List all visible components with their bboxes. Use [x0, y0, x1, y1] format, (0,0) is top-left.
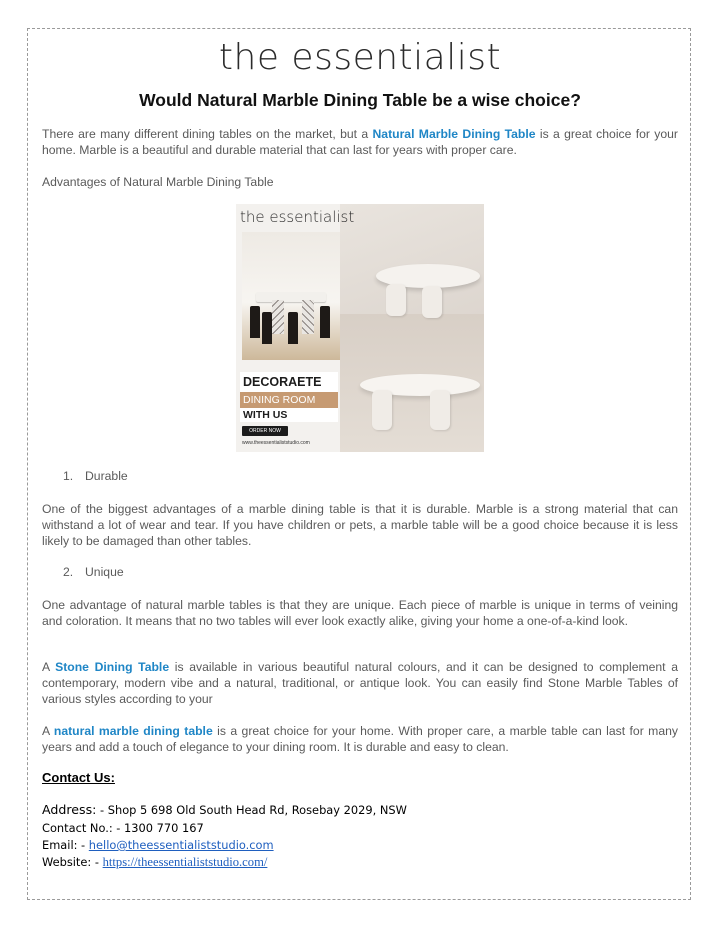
durable-paragraph: One of the biggest advantages of a marble dining table is that it is durable. Marble is a strong material that can withstand a lot of wear and tear. If you have children or pets, a marble table will be a good choice because it is less likely to be damaged than other tables.	[42, 502, 678, 548]
promo-dining-photo	[242, 232, 340, 360]
promo-brand-logo: the essentialist	[240, 208, 355, 226]
photo-chair	[250, 306, 260, 338]
photo-chair	[262, 312, 272, 344]
promo-oval-table-leg	[386, 284, 406, 316]
address-value: - Shop 5 698 Old South Head Rd, Rosebay 2029, NSW	[96, 803, 407, 817]
list-number: 2.	[63, 565, 74, 579]
promo-tagline: WITH US	[240, 408, 338, 422]
website-label: Website: -	[42, 855, 103, 869]
photo-table-top	[256, 292, 326, 302]
stone-text-before: A	[42, 660, 56, 674]
promo-second-table-leg	[372, 390, 392, 430]
list-item-unique	[63, 565, 124, 579]
contact-address	[42, 802, 407, 818]
promo-headline: DECORAETE	[240, 372, 338, 392]
brand-logo: the essentialist	[218, 37, 502, 78]
page-border	[27, 28, 691, 900]
address-label: Address:	[42, 802, 97, 817]
website-link[interactable]: https://theessentialiststudio.com/	[102, 855, 268, 869]
list-label: Durable	[85, 469, 128, 483]
promo-wall	[340, 204, 484, 314]
list-item-durable	[63, 469, 128, 483]
contact-phone	[42, 820, 204, 836]
closing-text-before: A	[42, 724, 54, 738]
intro-text-after: is a great choice for your home. Marble is a beautiful and durable material that can last for years with proper care.	[42, 127, 678, 157]
email-link[interactable]: hello@theessentialiststudio.com	[88, 838, 274, 852]
natural-marble-dining-table-link-2[interactable]: natural marble dining table	[53, 724, 213, 738]
promo-order-now-button[interactable]: ORDER NOW	[242, 426, 288, 436]
contact-email	[42, 837, 274, 853]
photo-chair	[320, 306, 330, 338]
stone-text-after: is available in various beautiful natural colours, and it can be designed to complement a contemporary, modern vibe and a natural, traditional, or antique look. You can easily find Stone Marble Tables of various styles according to your	[42, 660, 679, 706]
intro-paragraph	[42, 126, 678, 158]
promo-subheadline: DINING ROOM	[240, 392, 338, 408]
promo-second-table-leg	[430, 390, 450, 430]
natural-marble-dining-table-link[interactable]: Natural Marble Dining Table	[372, 127, 536, 141]
email-label: Email: -	[42, 838, 89, 852]
phone-label: Contact No.: -	[42, 821, 125, 835]
unique-paragraph: One advantage of natural marble tables is that they are unique. Each piece of marble is unique in terms of veining and coloration. It means that no two tables will ever look exactly alike, giving your home a one-of-a-kind look.	[42, 598, 678, 628]
closing-text-after: is a great choice for your home. With proper care, a marble table can last for many years and add a touch of elegance to your dining room. It is durable and easy to clean.	[42, 724, 678, 754]
list-number: 1.	[63, 469, 74, 483]
closing-paragraph	[42, 723, 678, 755]
contact-website	[42, 854, 267, 870]
intro-text-before: There are many different dining tables on the market, but a	[42, 127, 373, 141]
list-label: Unique	[85, 565, 124, 579]
stone-dining-table-link[interactable]: Stone Dining Table	[55, 660, 170, 674]
page-title: Would Natural Marble Dining Table be a wise choice?	[139, 90, 581, 110]
advantages-heading: Advantages of Natural Marble Dining Table	[42, 175, 274, 189]
photo-chair	[288, 312, 298, 344]
promo-oval-table-leg	[422, 286, 442, 318]
phone-value: 1300 770 167	[124, 821, 204, 835]
promo-image[interactable]	[236, 204, 484, 452]
promo-url: www.theessentialiststudio.com	[242, 440, 310, 446]
photo-table-leg	[302, 300, 314, 334]
photo-table-leg	[272, 300, 284, 334]
contact-heading: Contact Us:	[42, 770, 115, 785]
stone-paragraph	[42, 659, 678, 707]
